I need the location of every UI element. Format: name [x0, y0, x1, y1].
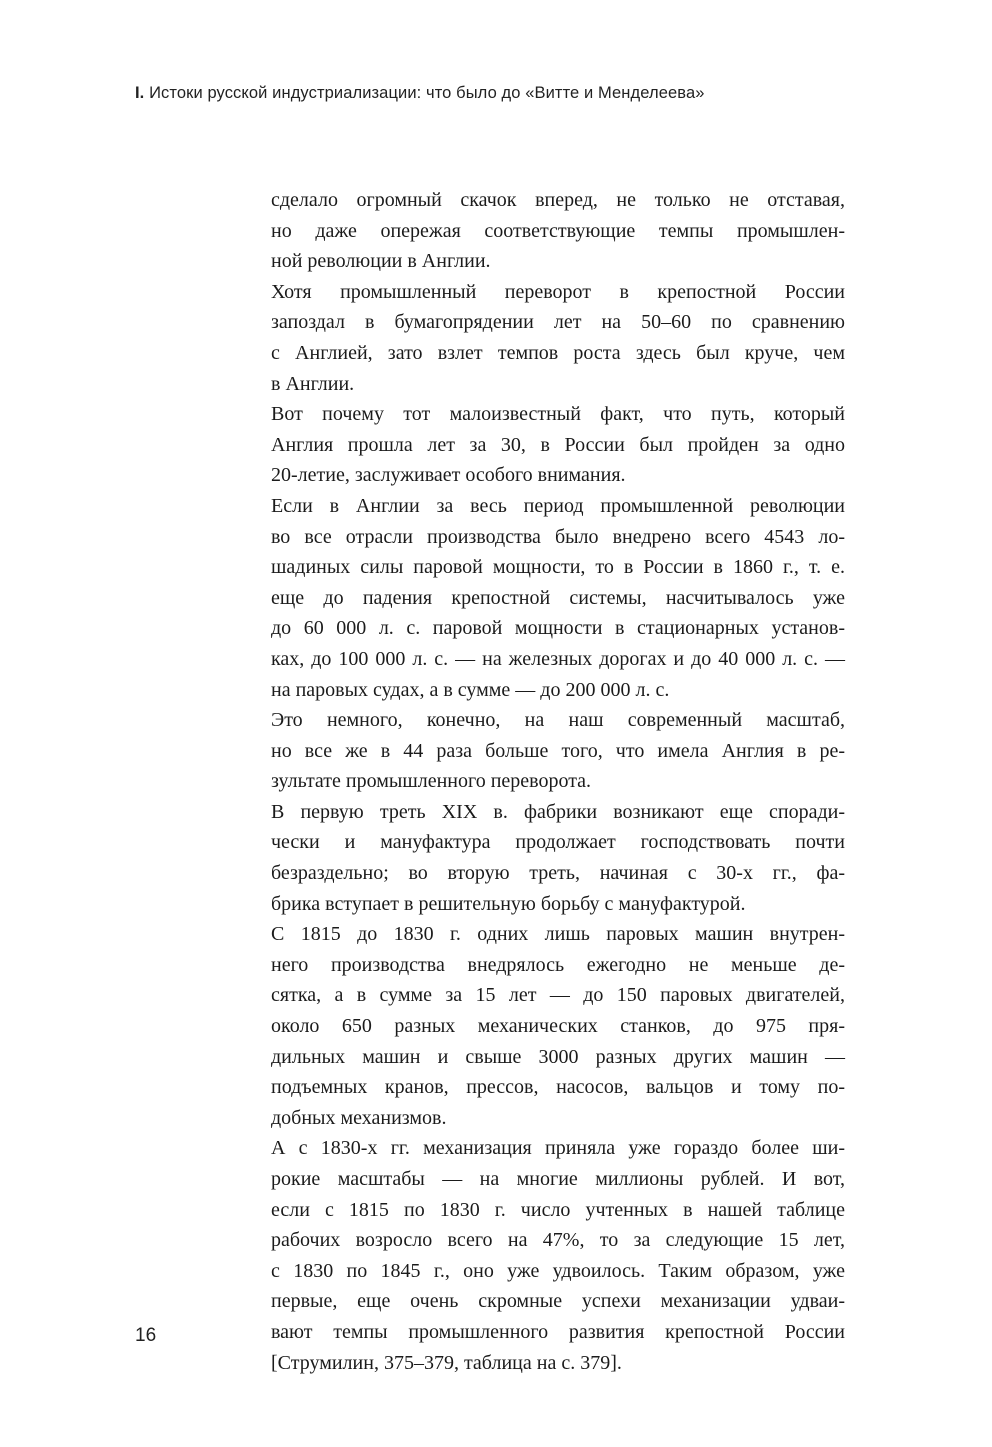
- text-line: [Струмилин, 375–379, таблица на с. 379].: [271, 1351, 622, 1374]
- text-line: вают темпы промышленного развития крепостной России: [271, 1320, 845, 1343]
- text-line: чески и мануфактура продолжает господствовать почти: [271, 831, 845, 854]
- text-line: зультате промышленного переворота.: [271, 770, 592, 793]
- text-line: около 650 разных механических станков, до 975 пря-: [271, 1015, 845, 1038]
- text-line: с Англией, зато взлет темпов роста здесь был круче, чем: [271, 341, 845, 364]
- text-line: ках, до 100 000 л. с. — на железных дорогах и до 40 000 л. с. —: [271, 647, 845, 670]
- text-line: шадиных силы паровой мощности, то в России в 1860 г., т. е.: [271, 556, 845, 579]
- text-line: А с 1830-х гг. механизация приняла уже гораздо более ши-: [271, 1137, 845, 1160]
- text-line: дильных машин и свыше 3000 разных других машин —: [271, 1045, 845, 1068]
- text-line: но все же в 44 раза больше того, что имела Англия в ре-: [271, 739, 845, 762]
- text-line: Англия прошла лет за 30, в России был пройден за одно: [271, 433, 845, 456]
- text-line: с 1830 по 1845 г., оно уже удвоилось. Таким образом, уже: [271, 1259, 845, 1282]
- body-text: [271, 185, 845, 1378]
- text-line: Если в Англии за весь период промышленной революции: [271, 494, 845, 517]
- text-line: во все отрасли производства было внедрено всего 4543 ло-: [271, 525, 845, 548]
- text-line: добных механизмов.: [271, 1106, 447, 1129]
- text-line: него производства внедрялось ежегодно не меньше де-: [271, 953, 845, 976]
- text-line: первые, еще очень скромные успехи механизации удваи-: [271, 1290, 845, 1313]
- text-line: Вот почему тот малоизвестный факт, что путь, который: [271, 403, 845, 426]
- text-line: еще до падения крепостной системы, насчитывалось уже: [271, 586, 845, 609]
- text-line: на паровых судах, а в сумме — до 200 000 л. с.: [271, 678, 670, 701]
- text-line: С 1815 до 1830 г. одних лишь паровых машин внутрен-: [271, 923, 845, 946]
- text-line: рабочих возросло всего на 47%, то за следующие 15 лет,: [271, 1229, 845, 1252]
- text-line: Хотя промышленный переворот в крепостной России: [271, 280, 845, 303]
- text-line: В первую треть XIX в. фабрики возникают еще споради-: [271, 800, 845, 823]
- text-line: но даже опережая соответствующие темпы промышлен-: [271, 219, 845, 242]
- text-line: брика вступает в решительную борьбу с мануфактурой.: [271, 892, 746, 915]
- chapter-number: I.: [135, 84, 145, 102]
- chapter-title: Истоки русской индустриализации: что было до «Витте и Менделеева»: [149, 84, 705, 102]
- text-line: запоздал в бумагопрядении лет на 50–60 по сравнению: [271, 311, 845, 334]
- text-line: Это немного, конечно, на наш современный масштаб,: [271, 709, 845, 732]
- text-line: сделало огромный скачок вперед, не только не отставая,: [271, 189, 845, 211]
- text-line: в Англии.: [271, 372, 355, 395]
- text-line: 20-летие, заслуживает особого внимания.: [271, 464, 626, 487]
- text-line: если с 1815 по 1830 г. число учтенных в нашей таблице: [271, 1198, 845, 1221]
- running-head: [135, 84, 705, 103]
- text-line: сятка, а в сумме за 15 лет — до 150 паровых двигателей,: [271, 984, 845, 1007]
- text-line: ной революции в Англии.: [271, 250, 491, 273]
- text-line: до 60 000 л. с. паровой мощности в стационарных установ-: [271, 617, 845, 640]
- text-line: подъемных кранов, прессов, насосов, вальцов и тому по-: [271, 1076, 845, 1099]
- page-number: 16: [135, 1325, 157, 1346]
- text-line: рокие масштабы — на многие миллионы рублей. И вот,: [271, 1168, 845, 1190]
- text-line: безраздельно; во вторую треть, начиная с 30-х гг., фа-: [271, 862, 845, 885]
